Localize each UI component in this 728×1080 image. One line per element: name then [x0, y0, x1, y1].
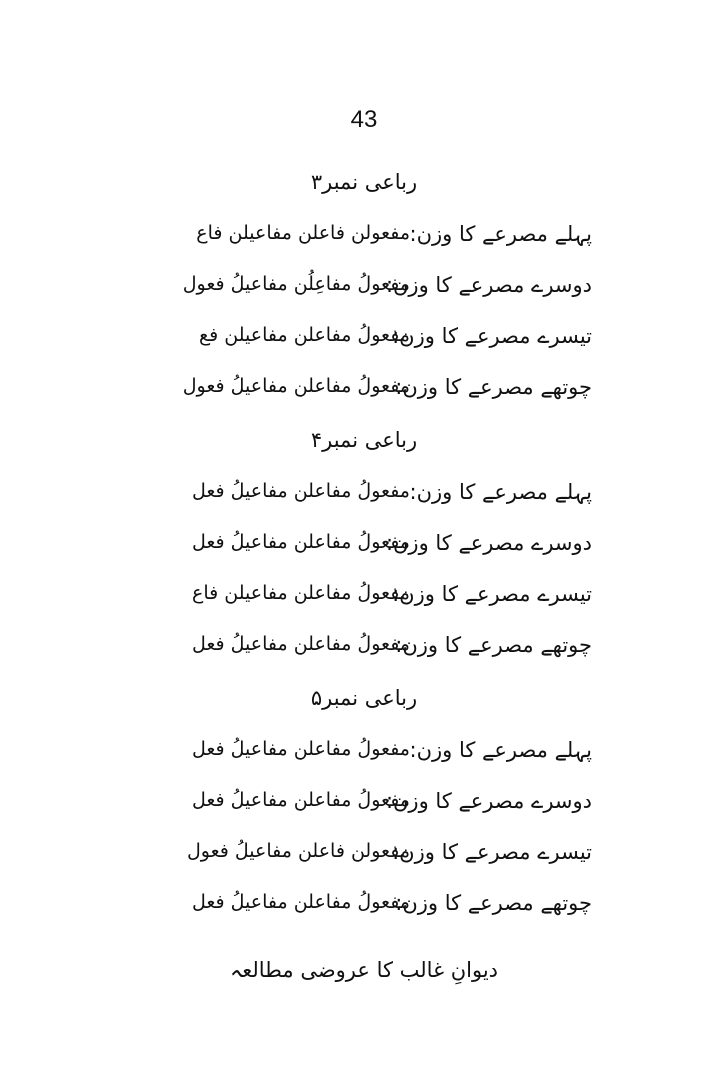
- meter-text: مفعولُ مفاعلن مفاعیلُ فعل: [191, 789, 410, 811]
- line-label: چوتھے مصرعے کا وزن:: [395, 891, 592, 915]
- line-label: دوسرے مصرعے کا وزن:: [385, 273, 592, 297]
- line-label: تیسرے مصرعے کا وزن:: [392, 582, 592, 606]
- meter-text: مفعولُ مفاعلن مفاعیلن فع: [199, 324, 410, 346]
- row: [0, 324, 728, 364]
- meter-text: مفعولُ مفاعلن مفاعیلُ فعل: [191, 891, 410, 913]
- meter-text: مفعولُ مفاعِلُن مفاعیلُ فعول: [182, 273, 410, 295]
- line-label: پہلے مصرعے کا وزن:: [409, 222, 592, 246]
- row: [0, 840, 728, 880]
- meter-text: مفعولُ مفاعلن مفاعیلُ فعول: [182, 375, 410, 397]
- meter-text: مفعولُ مفاعلن مفاعیلُ فعل: [191, 738, 410, 760]
- running-footer: دیوانِ غالب کا عروضی مطالعہ: [229, 958, 499, 982]
- section-title-rubai-5: رباعی نمبر۵: [310, 686, 418, 710]
- row: [0, 273, 728, 313]
- meter-text: مفعولُ مفاعلن مفاعیلُ فعل: [191, 480, 410, 502]
- meter-text: مفعولُ مفاعلن مفاعیلن فاع: [192, 582, 410, 604]
- row: [0, 789, 728, 829]
- row: [0, 480, 728, 520]
- row: [0, 633, 728, 673]
- line-label: چوتھے مصرعے کا وزن:: [395, 375, 592, 399]
- row: [0, 222, 728, 262]
- row: [0, 582, 728, 622]
- line-label: چوتھے مصرعے کا وزن:: [395, 633, 592, 657]
- meter-text: مفعولُ مفاعلن مفاعیلُ فعل: [191, 531, 410, 553]
- line-label: تیسرے مصرعے کا وزن:: [392, 324, 592, 348]
- row: [0, 375, 728, 415]
- line-label: پہلے مصرعے کا وزن:: [409, 738, 592, 762]
- row: [0, 738, 728, 778]
- meter-text: مفعولن فاعلن مفاعیلن فاع: [196, 222, 410, 244]
- line-label: پہلے مصرعے کا وزن:: [409, 480, 592, 504]
- row: [0, 891, 728, 931]
- meter-text: مفعولن فاعلن مفاعیلُ فعول: [186, 840, 410, 862]
- page-number: 43: [350, 106, 378, 133]
- meter-text: مفعولُ مفاعلن مفاعیلُ فعل: [191, 633, 410, 655]
- line-label: دوسرے مصرعے کا وزن:: [385, 531, 592, 555]
- row: [0, 531, 728, 571]
- section-title-rubai-4: رباعی نمبر۴: [310, 428, 418, 452]
- line-label: دوسرے مصرعے کا وزن:: [385, 789, 592, 813]
- section-title-rubai-3: رباعی نمبر۳: [310, 170, 418, 194]
- line-label: تیسرے مصرعے کا وزن:: [392, 840, 592, 864]
